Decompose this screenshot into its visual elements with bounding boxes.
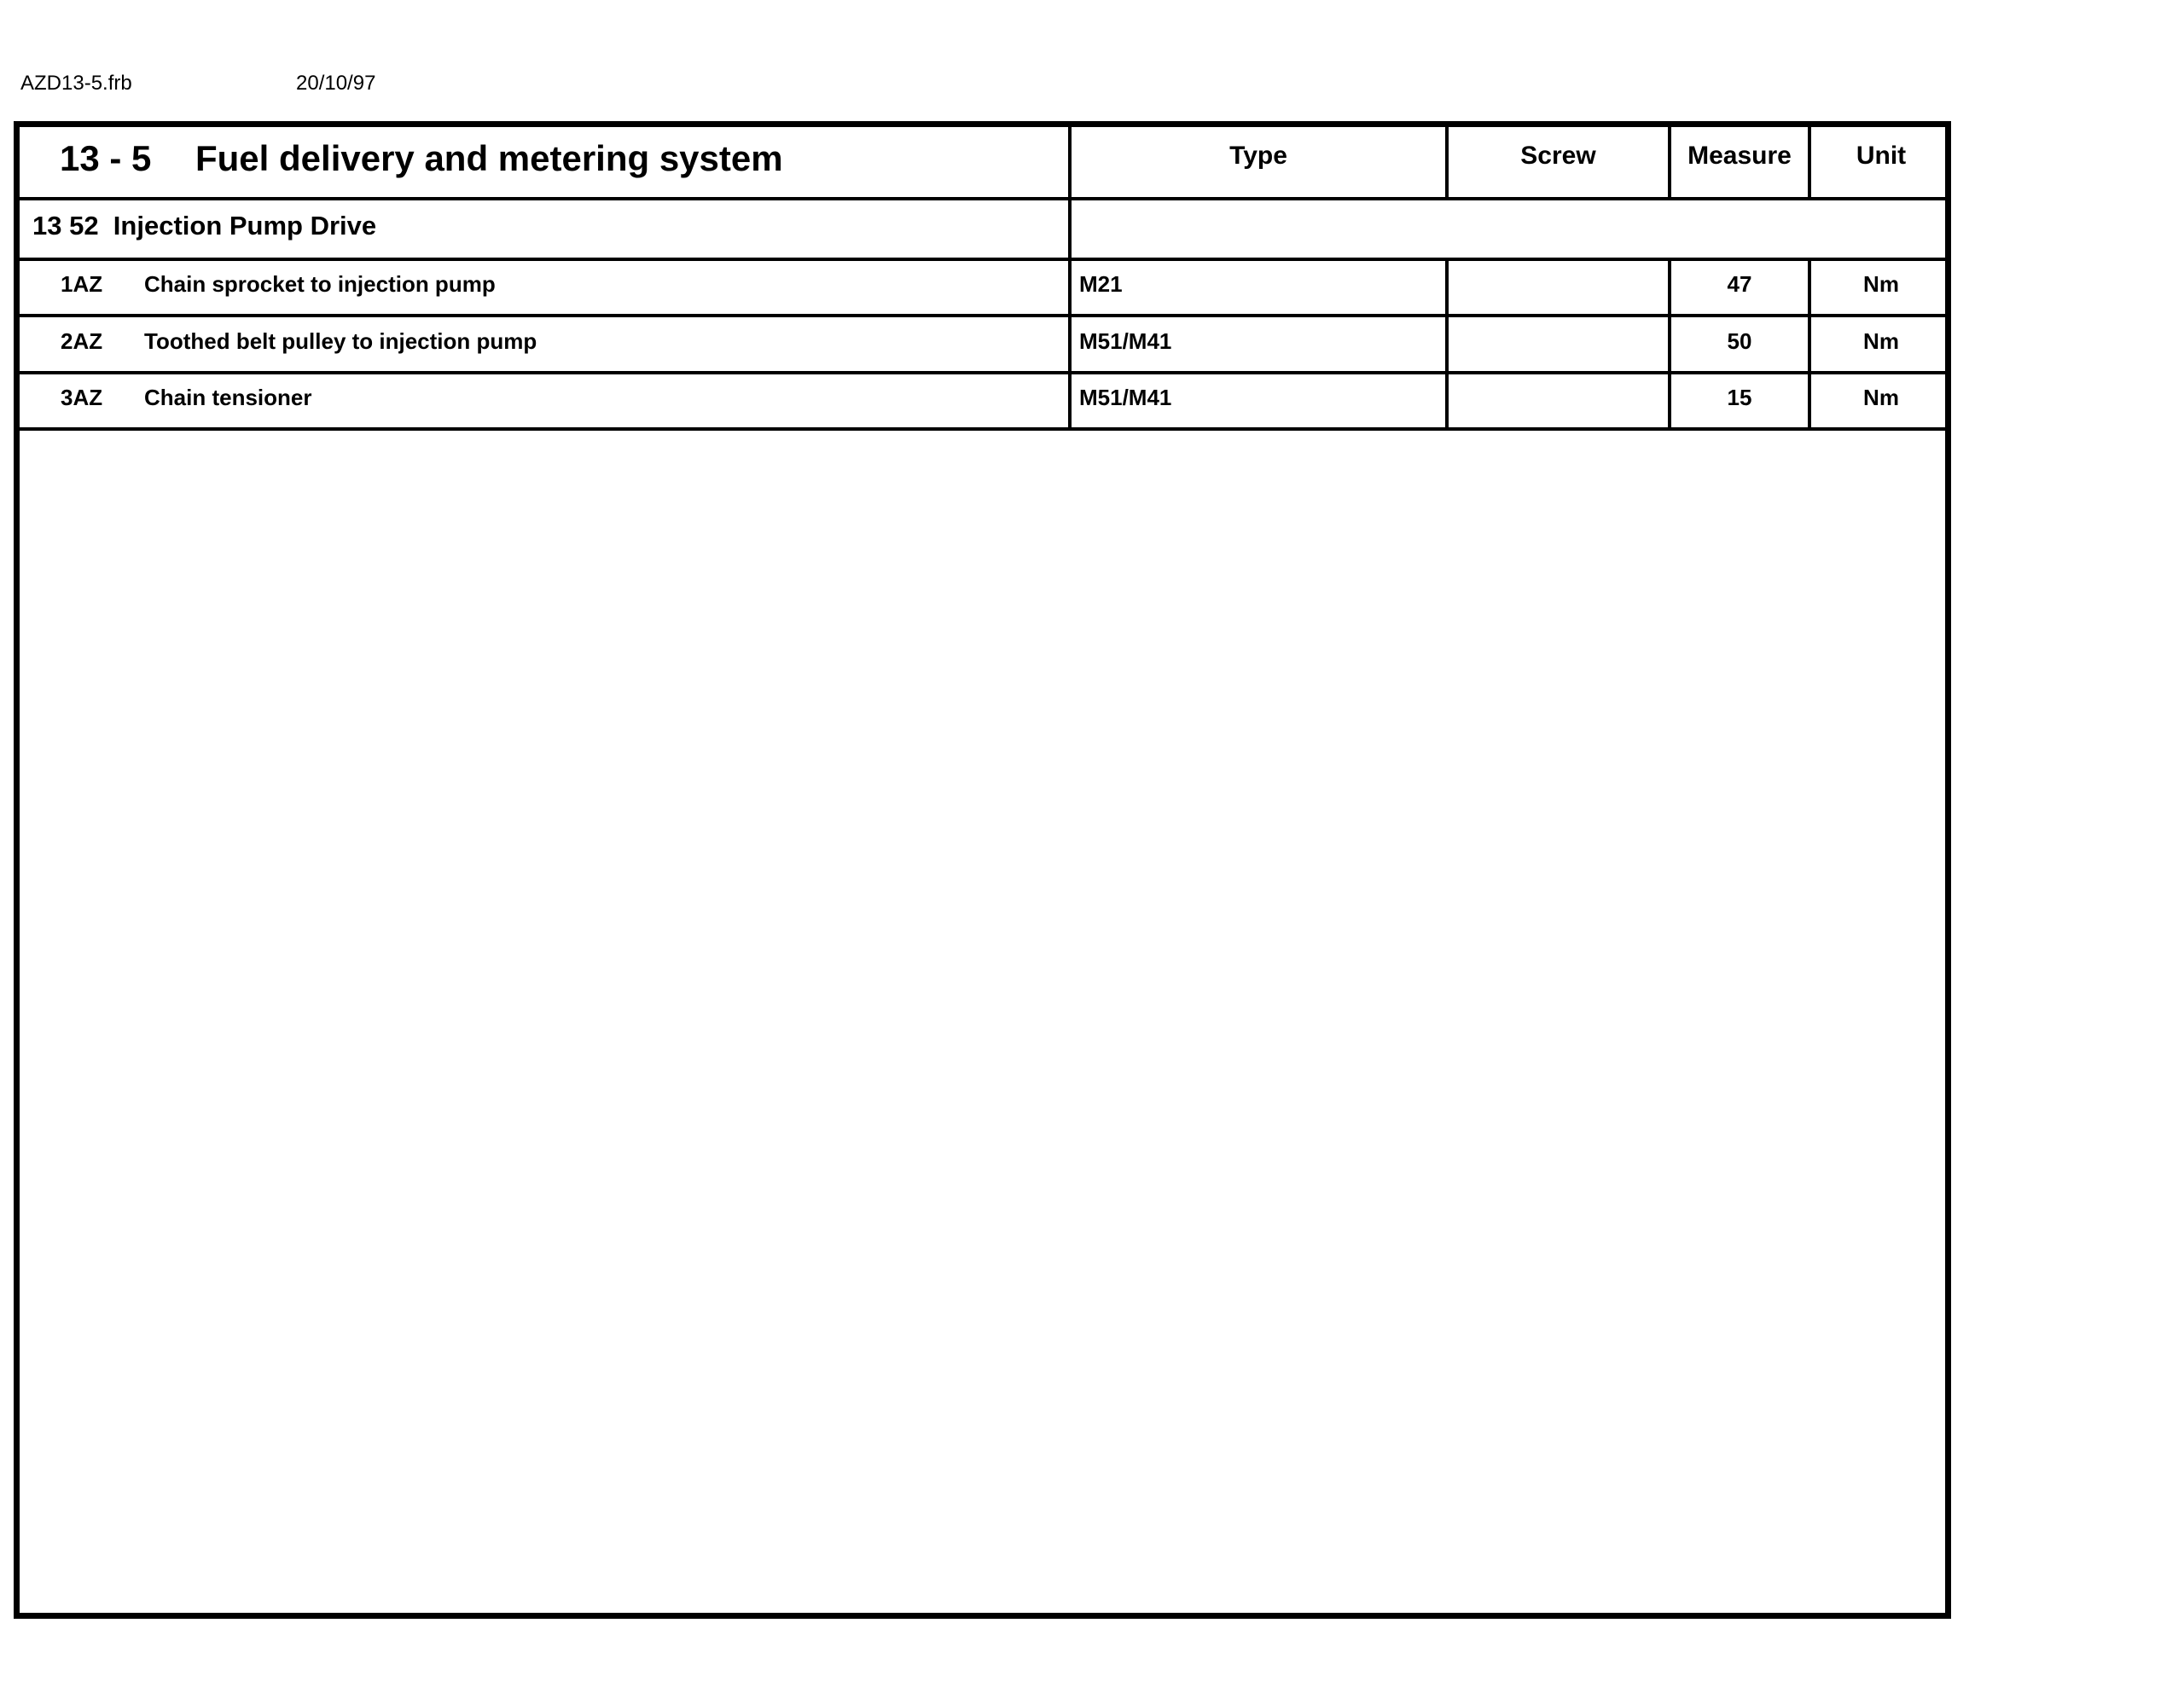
row-type: M51/M41 bbox=[1079, 385, 1172, 410]
row-divider bbox=[20, 314, 1945, 317]
row-code: 1AZ bbox=[61, 271, 103, 297]
column-divider bbox=[1068, 127, 1072, 431]
row-measure: 50 bbox=[1727, 328, 1752, 354]
section-divider bbox=[20, 258, 1945, 261]
column-header-unit: Unit bbox=[1856, 142, 1907, 170]
row-unit: Nm bbox=[1863, 328, 1899, 354]
row-divider bbox=[20, 371, 1945, 374]
page-title: Fuel delivery and metering system bbox=[195, 138, 783, 178]
row-unit: Nm bbox=[1863, 385, 1899, 410]
row-type: M21 bbox=[1079, 271, 1123, 297]
column-header-type: Type bbox=[1229, 142, 1287, 170]
row-measure: 15 bbox=[1727, 385, 1752, 410]
column-divider bbox=[1445, 258, 1449, 431]
document-date: 20/10/97 bbox=[296, 72, 376, 95]
file-name: AZD13-5.frb bbox=[20, 72, 132, 95]
column-header-screw: Screw bbox=[1520, 142, 1596, 170]
row-description: Chain tensioner bbox=[144, 385, 312, 410]
row-unit: Nm bbox=[1863, 271, 1899, 297]
row-description: Chain sprocket to injection pump bbox=[144, 271, 496, 297]
row-code: 2AZ bbox=[61, 328, 103, 354]
row-measure: 47 bbox=[1727, 271, 1752, 297]
torque-spec-table bbox=[14, 121, 1951, 1619]
table-body-divider bbox=[20, 427, 1945, 431]
row-code: 3AZ bbox=[61, 385, 103, 410]
column-header-measure: Measure bbox=[1687, 142, 1792, 170]
row-description: Toothed belt pulley to injection pump bbox=[144, 328, 537, 354]
row-type: M51/M41 bbox=[1079, 328, 1172, 354]
chapter-number: 13 - 5 bbox=[60, 138, 152, 178]
section-heading: 13 52 Injection Pump Drive bbox=[32, 211, 377, 241]
header-divider bbox=[20, 197, 1945, 200]
